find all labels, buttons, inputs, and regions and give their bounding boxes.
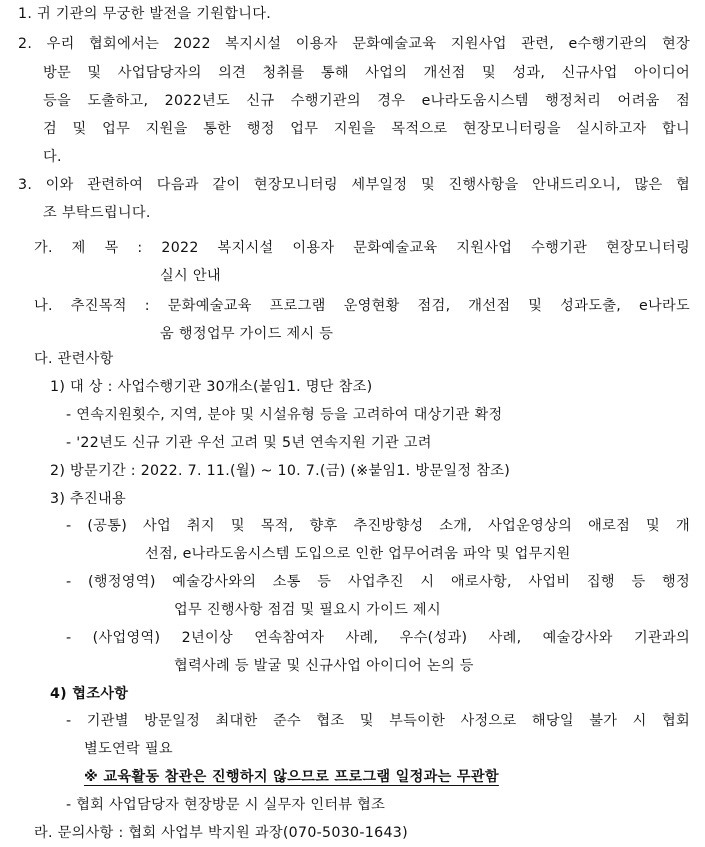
item-d1-target: 1) 대 상 : 사업수행기관 30개소(붙임1. 명단 참조) bbox=[50, 379, 373, 395]
item-d1-bullet-a: - 연속지원횟수, 지역, 분야 및 시설유형 등을 고려하여 대상기관 확정 bbox=[66, 407, 503, 423]
paragraph-2-line-2: 방문 및 사업담당자의 의견 청취를 통해 사업의 개선점 및 성과, 신규사업 아이디어 bbox=[43, 65, 690, 81]
paragraph-2-line-1: 2. 우리 협회에서는 2022 복지시설 이용자 문화예술교육 지원사업 관련, e수행기관의 현장 bbox=[18, 36, 690, 52]
item-d3-business: - (사업영역) 2년이상 연속참여자 사례, 우수(성과) 사례, 예술강사와 기관과의 bbox=[66, 630, 690, 646]
item-na-purpose: 나. 추진목적 : 문화예술교육 프로그램 운영현황 점검, 개선점 및 성과도출, e나라도 bbox=[34, 298, 690, 314]
paragraph-3-line-2: 조 부탁드립니다. bbox=[43, 205, 151, 221]
paragraph-2-line-5: 다. bbox=[43, 149, 62, 165]
item-d4-bullet-b: - 협회 사업담당자 현장방문 시 실무자 인터뷰 협조 bbox=[66, 797, 386, 813]
item-d4-bullet-a-cont: 별도연락 필요 bbox=[84, 741, 173, 757]
item-ra-contact: 라. 문의사항 : 협회 사업부 박지원 과장(070-5030-1643) bbox=[34, 825, 408, 841]
paragraph-2-line-3: 등을 도출하고, 2022년도 신규 수행기관의 경우 e나라도움시스템 행정처리 어려움 점 bbox=[43, 93, 690, 109]
item-d3-business-cont: 협력사례 등 발굴 및 신규사업 아이디어 논의 등 bbox=[174, 658, 474, 674]
paragraph-2-line-4: 검 및 업무 지원을 통한 행정 업무 지원을 목적으로 현장모니터링을 실시하고자 합니 bbox=[43, 121, 690, 137]
item-d3-admin-cont: 업무 진행사항 점검 및 필요시 가이드 제시 bbox=[174, 602, 441, 618]
paragraph-1: 1. 귀 기관의 무궁한 발전을 기원합니다. bbox=[18, 6, 272, 22]
item-d4-heading: 4) 협조사항 bbox=[50, 686, 129, 702]
item-d3-admin: - (행정영역) 예술강사와의 소통 등 사업추진 시 애로사항, 사업비 집행 등 행정 bbox=[66, 574, 690, 590]
item-d3-heading: 3) 추진내용 bbox=[50, 491, 126, 507]
paragraph-3-line-1: 3. 이와 관련하여 다음과 같이 현장모니터링 세부일정 및 진행사항을 안내드리오니, 많은 협 bbox=[18, 177, 690, 193]
item-d4-bullet-a: - 기관별 방문일정 최대한 준수 협조 및 부득이한 사정으로 해당일 불가 시 협회 bbox=[66, 713, 690, 729]
item-ga-title-cont: 실시 안내 bbox=[160, 268, 221, 284]
item-ga-title: 가. 제 목 : 2022 복지시설 이용자 문화예술교육 지원사업 수행기관 현장모니터링 bbox=[34, 240, 690, 256]
item-na-purpose-cont: 움 행정업무 가이드 제시 등 bbox=[160, 326, 334, 342]
item-d1-bullet-b: - '22년도 신규 기관 우선 고려 및 5년 연속지원 기관 고려 bbox=[66, 435, 432, 451]
item-d2-period: 2) 방문기간 : 2022. 7. 11.(월) ~ 10. 7.(금) (※붙임1. 방문일정 참조) bbox=[50, 463, 511, 479]
item-da-heading: 다. 관련사항 bbox=[34, 351, 114, 367]
item-d4-note: ※ 교육활동 참관은 진행하지 않으므로 프로그램 일정과는 무관함 bbox=[84, 769, 499, 785]
item-d3-common: - (공통) 사업 취지 및 목적, 향후 추진방향성 소개, 사업운영상의 애로점 및 개 bbox=[66, 518, 690, 534]
item-d3-common-cont: 선점, e나라도움시스템 도입으로 인한 업무어려움 파악 및 업무지원 bbox=[145, 546, 571, 562]
